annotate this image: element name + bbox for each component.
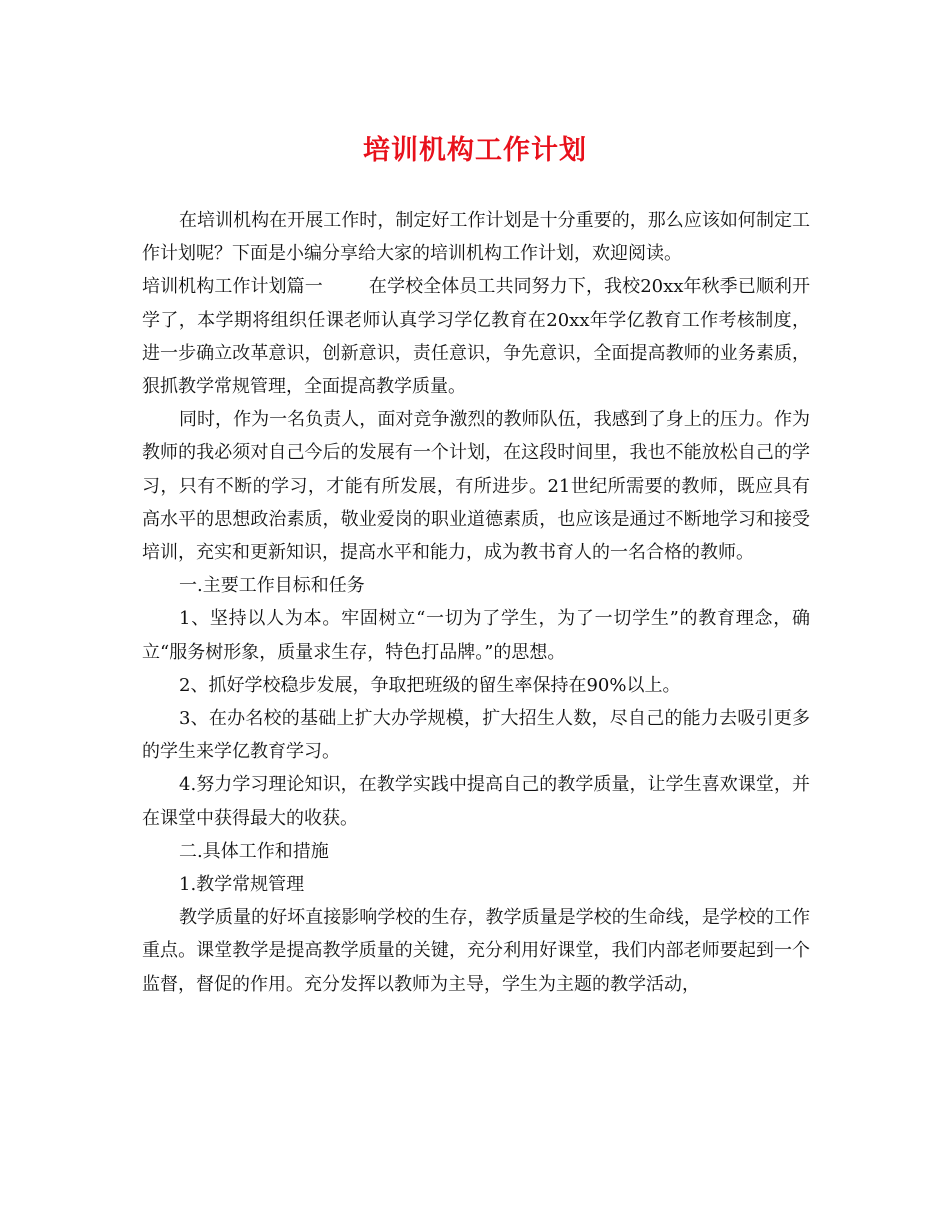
document-body <box>142 204 810 1001</box>
heading-goals: 一.主要工作目标和任务 <box>179 575 365 597</box>
section-first-text: 在学校全体员工共同努力下，我校20xx年秋季已顺利开学了，本学期将组织任课老师认真学习学亿教育在20xx年学亿教育工作考核制度，进一步确立改革意识，创新意识，责任意识，争先意识，全面提高教师的业务素质，狠抓教学常规管理，全面提高教学质量。 <box>142 276 810 398</box>
heading-measures: 二.具体工作和措施 <box>179 840 329 862</box>
section-label: 培训机构工作计划篇一 <box>142 276 323 298</box>
section-one-paragraph <box>142 270 810 403</box>
list-item-3: 3、在办名校的基础上扩大办学规模，扩大招生人数，尽自己的能力去吸引更多的学生来学亿教育学习。 <box>142 708 810 763</box>
list-item-1: 1、坚持以人为本。牢固树立“一切为了学生，为了一切学生”的教育理念，确立“服务树形象，质量求生存，特色打品牌。”的思想。 <box>142 608 810 663</box>
subheading-teaching-management: 1.教学常规管理 <box>179 874 305 896</box>
intro-paragraph: 在培训机构在开展工作时，制定好工作计划是十分重要的，那么应该如何制定工作计划呢？下面是小编分享给大家的培训机构工作计划，欢迎阅读。 <box>142 210 810 265</box>
list-item-4: 4.努力学习理论知识，在教学实践中提高自己的教学质量，让学生喜欢课堂，并在课堂中获得最大的收获。 <box>142 774 810 829</box>
document-title: 培训机构工作计划 <box>363 135 587 166</box>
list-item-2: 2、抓好学校稳步发展，争取把班级的留生率保持在90%以上。 <box>179 674 681 696</box>
paragraph-pressure: 同时，作为一名负责人，面对竞争激烈的教师队伍，我感到了身上的压力。作为教师的我必须对自己今后的发展有一个计划，在这段时间里，我也不能放松自己的学习，只有不断的学习，才能有所发展，有所进步。21世纪所需要的教师，既应具有高水平的思想政治素质，敬业爱岗的职业道德素质，也应该是通过不断地学习和接受培训，充实和更新知识，提高水平和能力，成为教书育人的一名合格的教师。 <box>142 409 810 564</box>
paragraph-teaching-quality: 教学质量的好坏直接影响学校的生存，教学质量是学校的生命线，是学校的工作重点。课堂教学是提高教学质量的关键，充分利用好课堂，我们内部老师要起到一个监督，督促的作用。充分发挥以教师为主导，学生为主题的教学活动， <box>142 907 810 995</box>
